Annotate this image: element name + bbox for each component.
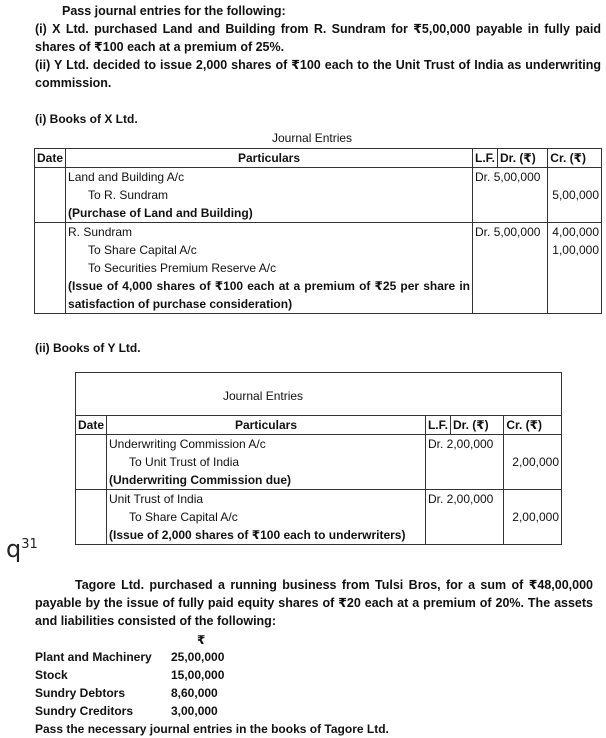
credit-amount: 1,00,000	[552, 243, 599, 257]
question-instruction: Pass the necessary journal entries in the books of Tagore Ltd.	[35, 722, 389, 736]
entry-debit	[473, 223, 548, 314]
entry-debit	[425, 435, 503, 490]
narration: (Issue of 4,000 shares of ₹100 each at a premium of ₹25 per share in satisfaction of purchase consideration)	[68, 279, 471, 311]
journal-table-x	[34, 148, 602, 314]
part2-title: Journal Entries	[223, 389, 304, 403]
part2-heading: (ii) Books of Y Ltd.	[35, 341, 141, 355]
entry-credit	[548, 168, 602, 223]
lf-label: Dr.	[427, 492, 444, 506]
header-dr: Dr. (₹)	[498, 149, 548, 168]
header-date: Date	[35, 149, 66, 168]
item-name: Stock	[35, 668, 68, 682]
narration: (Purchase of Land and Building)	[68, 206, 253, 220]
list-item	[35, 703, 218, 721]
debit-account: Underwriting Commission A/c	[109, 437, 266, 451]
intro-item-2: (ii) Y Ltd. decided to issue 2,000 shares of ₹100 each to the Unit Trust of India as underwriting commission.	[35, 58, 601, 90]
header-particulars: Particulars	[107, 416, 426, 435]
entry-particulars	[107, 435, 426, 490]
lf-label: Dr.	[427, 437, 444, 451]
credit-account: To R. Sundram	[88, 188, 169, 202]
item-value: 25,00,000	[171, 650, 225, 664]
entry-particulars	[66, 223, 473, 314]
debit-amount: 5,00,000	[493, 225, 541, 239]
item-value: 8,60,000	[171, 686, 218, 700]
header-lf: L.F.	[425, 416, 450, 435]
entry-particulars	[107, 490, 426, 545]
question-letter: q	[6, 535, 22, 563]
credit-account: To Securities Premium Reserve A/c	[88, 261, 277, 275]
question-superscript: 31	[21, 537, 38, 552]
part1-heading: (i) Books of X Ltd.	[35, 112, 138, 126]
narration: (Issue of 2,000 shares of ₹100 each to underwriters)	[109, 528, 406, 542]
entry-debit	[473, 168, 548, 223]
debit-account: Unit Trust of India	[109, 492, 204, 506]
item-name: Plant and Machinery	[35, 650, 152, 664]
debit-amount: 2,00,000	[446, 492, 494, 506]
currency-symbol: ₹	[197, 633, 206, 647]
debit-amount: 2,00,000	[446, 437, 494, 451]
credit-account: To Share Capital A/c	[129, 510, 238, 524]
debit-account: Land and Building A/c	[68, 170, 185, 184]
item-name: Sundry Debtors	[35, 686, 126, 700]
header-date: Date	[76, 416, 107, 435]
header-cr: Cr. (₹)	[550, 151, 586, 165]
question-number	[6, 535, 38, 563]
list-item	[35, 649, 225, 667]
credit-amount: 5,00,000	[552, 188, 599, 202]
entry-particulars	[66, 168, 473, 223]
header-particulars: Particulars	[66, 149, 473, 168]
entry-debit	[425, 490, 503, 545]
item-name: Sundry Creditors	[35, 704, 134, 718]
header-dr: Dr. (₹)	[450, 416, 503, 435]
journal-table-y	[75, 372, 562, 545]
lf-label: Dr.	[475, 170, 491, 184]
list-item	[35, 667, 225, 685]
item-value: 15,00,000	[171, 668, 225, 682]
credit-amount: 2,00,000	[512, 455, 559, 469]
entry-credit	[548, 223, 602, 314]
header-cr: Cr. (₹)	[506, 418, 543, 432]
debit-amount: 5,00,000	[493, 170, 541, 184]
intro-heading: Pass journal entries for the following:	[62, 4, 286, 18]
credit-account: To Unit Trust of India	[129, 455, 240, 469]
entry-credit	[504, 435, 562, 490]
header-lf: L.F.	[473, 149, 498, 168]
entry-credit	[504, 490, 562, 545]
question-text: Tagore Ltd. purchased a running business from Tulsi Bros, for a sum of ₹48,00,000 payable by the issue of fully paid equity shares of ₹20 each at a premium of 20%. The assets and liabilities consisted of the following:	[35, 578, 593, 628]
credit-amount: 2,00,000	[512, 510, 559, 524]
debit-account: R. Sundram	[68, 225, 133, 239]
credit-account: To Share Capital A/c	[88, 243, 197, 257]
credit-amount: 4,00,000	[552, 225, 599, 239]
item-value: 3,00,000	[171, 704, 218, 718]
part1-title: Journal Entries	[272, 131, 353, 145]
list-item	[35, 685, 218, 703]
lf-label: Dr.	[475, 225, 491, 239]
asset-list	[35, 649, 225, 721]
narration: (Underwriting Commission due)	[109, 473, 292, 487]
intro-item-1: (i) X Ltd. purchased Land and Building from R. Sundram for ₹5,00,000 payable in fully paid shares of ₹100 each at a premium of 25%.	[35, 22, 601, 54]
